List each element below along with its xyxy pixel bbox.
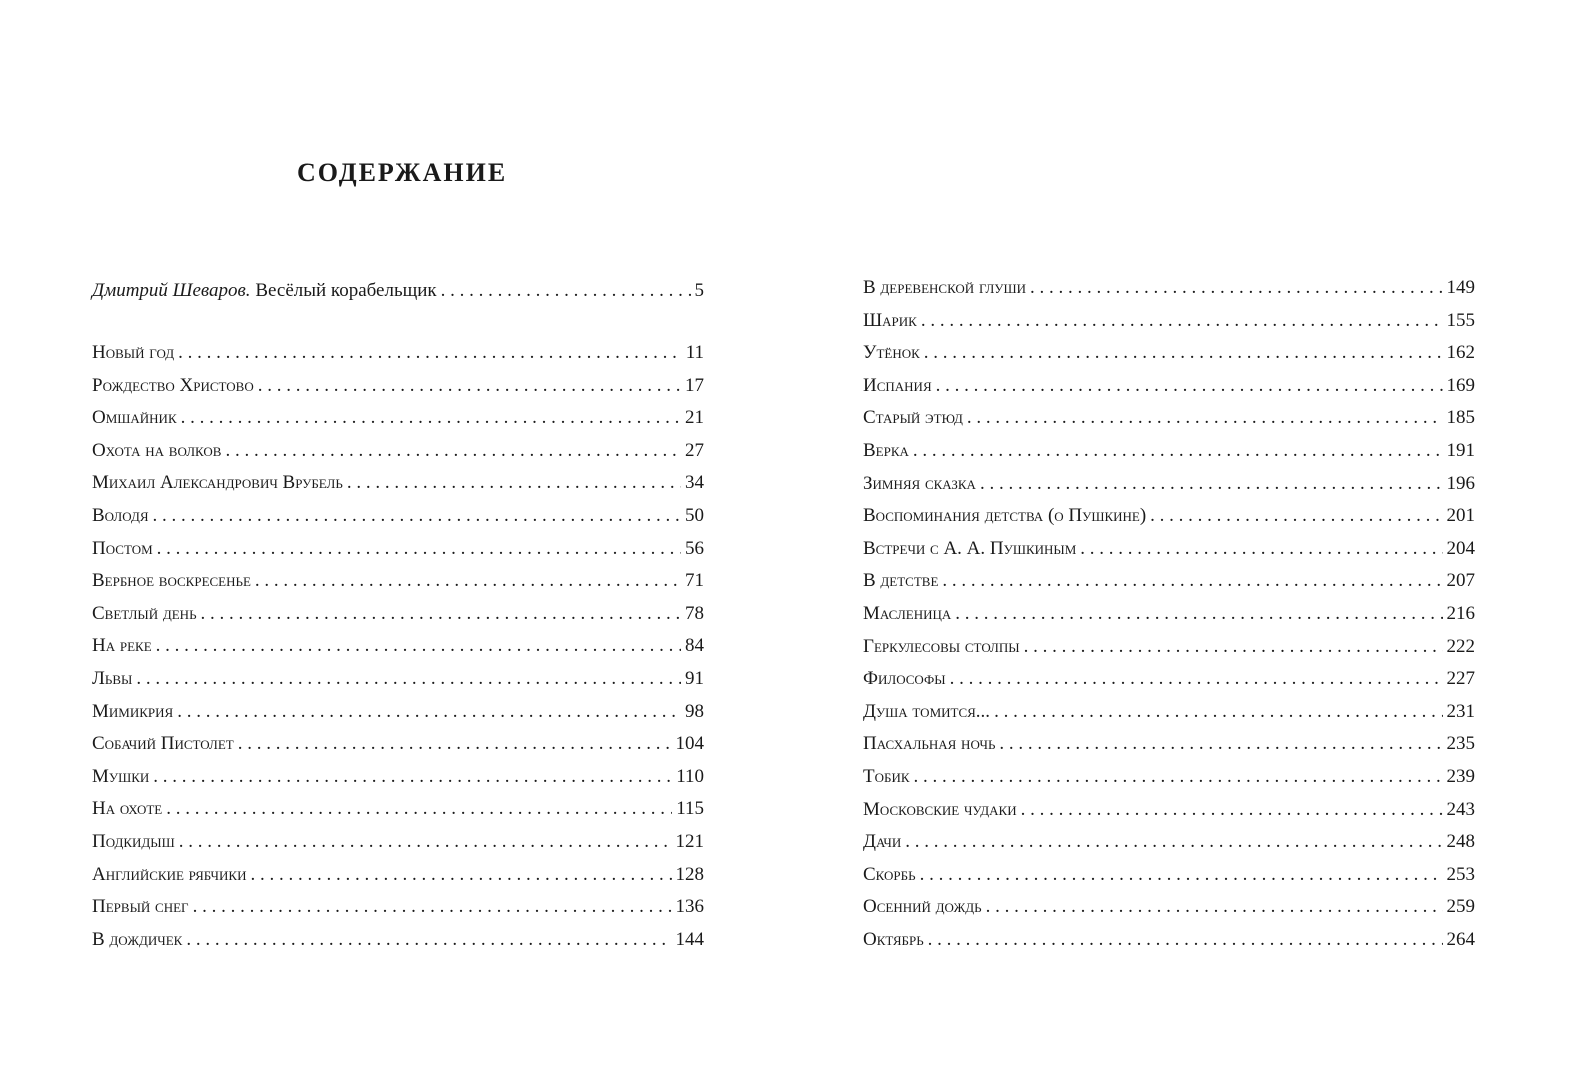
toc-entry[interactable] (92, 795, 704, 823)
toc-entry[interactable] (863, 404, 1475, 432)
dot-leader (225, 437, 681, 465)
entry-title: Володя (92, 505, 149, 526)
toc-entry[interactable] (863, 698, 1475, 726)
toc-entry[interactable] (863, 796, 1475, 824)
toc-intro-entry[interactable] (92, 277, 704, 305)
dot-leader (181, 404, 681, 432)
entry-page-number: 98 (685, 700, 704, 722)
dot-leader (942, 567, 1442, 595)
page-title: СОДЕРЖАНИЕ (297, 158, 508, 187)
entry-title: Геркулесовы столпы (863, 635, 1020, 657)
toc-entry[interactable] (92, 502, 704, 530)
entry-title: Вербное воскресенье (92, 570, 251, 592)
dot-leader (156, 632, 681, 660)
entry-page-number: 264 (1446, 929, 1475, 950)
dot-leader (936, 372, 1443, 400)
toc-entry[interactable] (92, 763, 704, 791)
entry-title: Первый снег (92, 896, 189, 918)
entry-page-number: 149 (1446, 277, 1475, 298)
toc-entry[interactable] (92, 730, 704, 758)
toc-entry[interactable] (863, 502, 1475, 530)
entry-title: Душа томится... (863, 700, 991, 722)
entry-title: Мимикрия (92, 700, 174, 722)
entry-title: Воспоминания детства (о Пушкине) (863, 505, 1147, 527)
dot-leader (924, 339, 1443, 367)
entry-page-number: 196 (1446, 472, 1475, 494)
toc-entry[interactable] (92, 600, 704, 628)
toc-entry[interactable] (92, 372, 704, 400)
entry-title: Омшайник (92, 407, 177, 429)
dot-leader (250, 861, 671, 889)
entry-page-number: 144 (675, 928, 704, 950)
entry-title: Дачи (863, 831, 902, 853)
entry-title: Новый год (92, 342, 175, 363)
entry-title: Московские чудаки (863, 798, 1017, 820)
toc-entry[interactable] (863, 893, 1475, 921)
dot-leader (950, 665, 1443, 693)
entry-page-number: 222 (1446, 635, 1475, 657)
entry-title: В дождичек (92, 928, 183, 950)
entry-author: Дмитрий Шеваров. (92, 280, 251, 301)
toc-entry[interactable] (863, 861, 1475, 889)
toc-entry[interactable] (92, 828, 704, 856)
entry-page-number: 239 (1446, 766, 1475, 787)
dot-leader (186, 926, 671, 954)
dot-leader (1024, 633, 1443, 661)
dot-leader (347, 469, 681, 497)
entry-title: Верка (863, 440, 909, 461)
toc-entry[interactable] (92, 567, 704, 595)
entry-title: Утёнок (863, 342, 920, 364)
entry-page-number: 110 (676, 765, 704, 787)
entry-title: Подкидыш (92, 831, 175, 852)
entry-page-number: 104 (675, 733, 704, 755)
dot-leader (913, 437, 1443, 465)
entry-page-number: 155 (1446, 309, 1475, 331)
toc-entry[interactable] (863, 926, 1475, 954)
toc-entry[interactable] (863, 535, 1475, 563)
entry-page-number: 21 (685, 407, 704, 429)
entry-page-number: 56 (685, 537, 704, 559)
entry-page-number: 227 (1446, 668, 1475, 690)
toc-entry[interactable] (863, 567, 1475, 595)
dot-leader (193, 893, 672, 921)
dot-leader (928, 926, 1443, 954)
toc-entry[interactable] (92, 404, 704, 432)
entry-title: Охота на волков (92, 439, 222, 461)
entry-title: Львы (92, 668, 133, 689)
entry-title: Тобик (863, 766, 910, 787)
entry-page-number: 243 (1446, 798, 1475, 820)
toc-entry[interactable] (92, 632, 704, 660)
entry-title: Зимняя сказка (863, 472, 976, 494)
entry-title: Масленица (863, 603, 952, 624)
toc-entry[interactable] (92, 665, 704, 693)
dot-leader (955, 600, 1442, 628)
entry-title: Собачий Пистолет (92, 733, 234, 755)
dot-leader (153, 763, 672, 791)
entry-title: Английские рябчики (92, 863, 247, 885)
entry-page-number: 169 (1446, 374, 1475, 396)
entry-page-number: 128 (675, 863, 704, 885)
entry-page-number: 162 (1446, 342, 1475, 364)
entry-page-number: 121 (675, 831, 704, 852)
dot-leader (994, 698, 1442, 726)
dot-leader (914, 763, 1443, 791)
entry-page-number: 253 (1446, 863, 1475, 885)
dot-leader (999, 730, 1442, 758)
entry-title: На охоте (92, 798, 163, 820)
entry-page-number: 84 (685, 635, 704, 657)
entry-page-number: 248 (1446, 831, 1475, 853)
toc-entry[interactable] (863, 274, 1475, 302)
toc-entry[interactable] (92, 926, 704, 954)
dot-leader (986, 893, 1443, 921)
toc-entry[interactable] (92, 893, 704, 921)
dot-leader (1030, 274, 1442, 302)
entry-page-number: 235 (1446, 733, 1475, 755)
entry-page-number: 216 (1446, 603, 1475, 624)
toc-entry[interactable] (863, 437, 1475, 465)
entry-title: В детстве (863, 570, 939, 592)
dot-leader (967, 404, 1443, 432)
entry-page-number: 27 (685, 439, 704, 461)
entry-title: Шарик (863, 309, 917, 331)
entry-page-number: 185 (1446, 407, 1475, 429)
toc-entry[interactable] (92, 861, 704, 889)
dot-leader (905, 828, 1442, 856)
toc-entry[interactable] (92, 437, 704, 465)
entry-page-number: 91 (685, 668, 704, 689)
toc-entry[interactable] (863, 828, 1475, 856)
dot-leader (238, 730, 672, 758)
toc-entry[interactable] (863, 339, 1475, 367)
dot-leader (1021, 796, 1443, 824)
entry-page-number: 201 (1446, 505, 1475, 527)
toc-entry[interactable] (863, 307, 1475, 335)
entry-page-number: 207 (1446, 570, 1475, 592)
dot-leader (258, 372, 681, 400)
toc-entry[interactable] (92, 698, 704, 726)
entry-title: Встречи с А. А. Пушкиным (863, 537, 1077, 559)
entry-title: Пасхальная ночь (863, 733, 996, 755)
entry-page-number: 34 (685, 472, 704, 494)
entry-page-number: 259 (1446, 896, 1475, 918)
entry-title: Мушки (92, 765, 150, 787)
entry-title: Октябрь (863, 929, 924, 950)
dot-leader (157, 535, 681, 563)
entry-title: Осенний дождь (863, 896, 982, 918)
dot-leader (179, 828, 672, 856)
entry-page-number: 17 (685, 374, 704, 396)
toc-entry[interactable] (863, 470, 1475, 498)
toc-entry[interactable] (863, 763, 1475, 791)
entry-title: Испания (863, 374, 932, 396)
toc-entry[interactable] (863, 600, 1475, 628)
dot-leader (1150, 502, 1442, 530)
dot-leader (166, 795, 672, 823)
entry-page-number: 11 (685, 342, 704, 363)
dot-leader (177, 698, 681, 726)
entry-title: Михаил Александрович Врубель (92, 472, 343, 494)
dot-leader (178, 339, 682, 367)
entry-title: Скорбь (863, 863, 916, 885)
entry-page-number: 5 (694, 280, 704, 301)
dot-leader (153, 502, 681, 530)
toc-entry[interactable] (92, 469, 704, 497)
entry-intro-title: Весёлый корабельщик (255, 280, 437, 301)
dot-leader (920, 861, 1443, 889)
entry-page-number: 50 (685, 505, 704, 526)
entry-page-number: 204 (1446, 537, 1475, 559)
entry-page-number: 71 (685, 570, 704, 592)
entry-title: Философы (863, 668, 946, 690)
dot-leader (980, 470, 1443, 498)
entry-title: Старый этюд (863, 407, 963, 429)
toc-entry[interactable] (863, 633, 1475, 661)
toc-entry[interactable] (863, 730, 1475, 758)
dot-leader (1080, 535, 1442, 563)
entry-page-number: 78 (685, 602, 704, 624)
toc-entry[interactable] (863, 665, 1475, 693)
entry-page-number: 115 (676, 798, 704, 820)
dot-leader (255, 567, 681, 595)
entry-page-number: 191 (1446, 440, 1475, 461)
entry-title: На реке (92, 635, 152, 657)
dot-leader (136, 665, 681, 693)
dot-leader (441, 277, 691, 305)
dot-leader (921, 307, 1443, 335)
toc-entry[interactable] (92, 339, 704, 367)
entry-title: В деревенской глуши (863, 277, 1027, 298)
toc-entry[interactable] (863, 372, 1475, 400)
entry-title: Рождество Христово (92, 374, 254, 396)
entry-title: Светлый день (92, 602, 197, 624)
entry-page-number: 231 (1446, 700, 1475, 722)
entry-title (92, 277, 437, 305)
toc-entry[interactable] (92, 535, 704, 563)
entry-page-number: 136 (675, 896, 704, 918)
entry-title: Постом (92, 537, 153, 559)
dot-leader (201, 600, 681, 628)
